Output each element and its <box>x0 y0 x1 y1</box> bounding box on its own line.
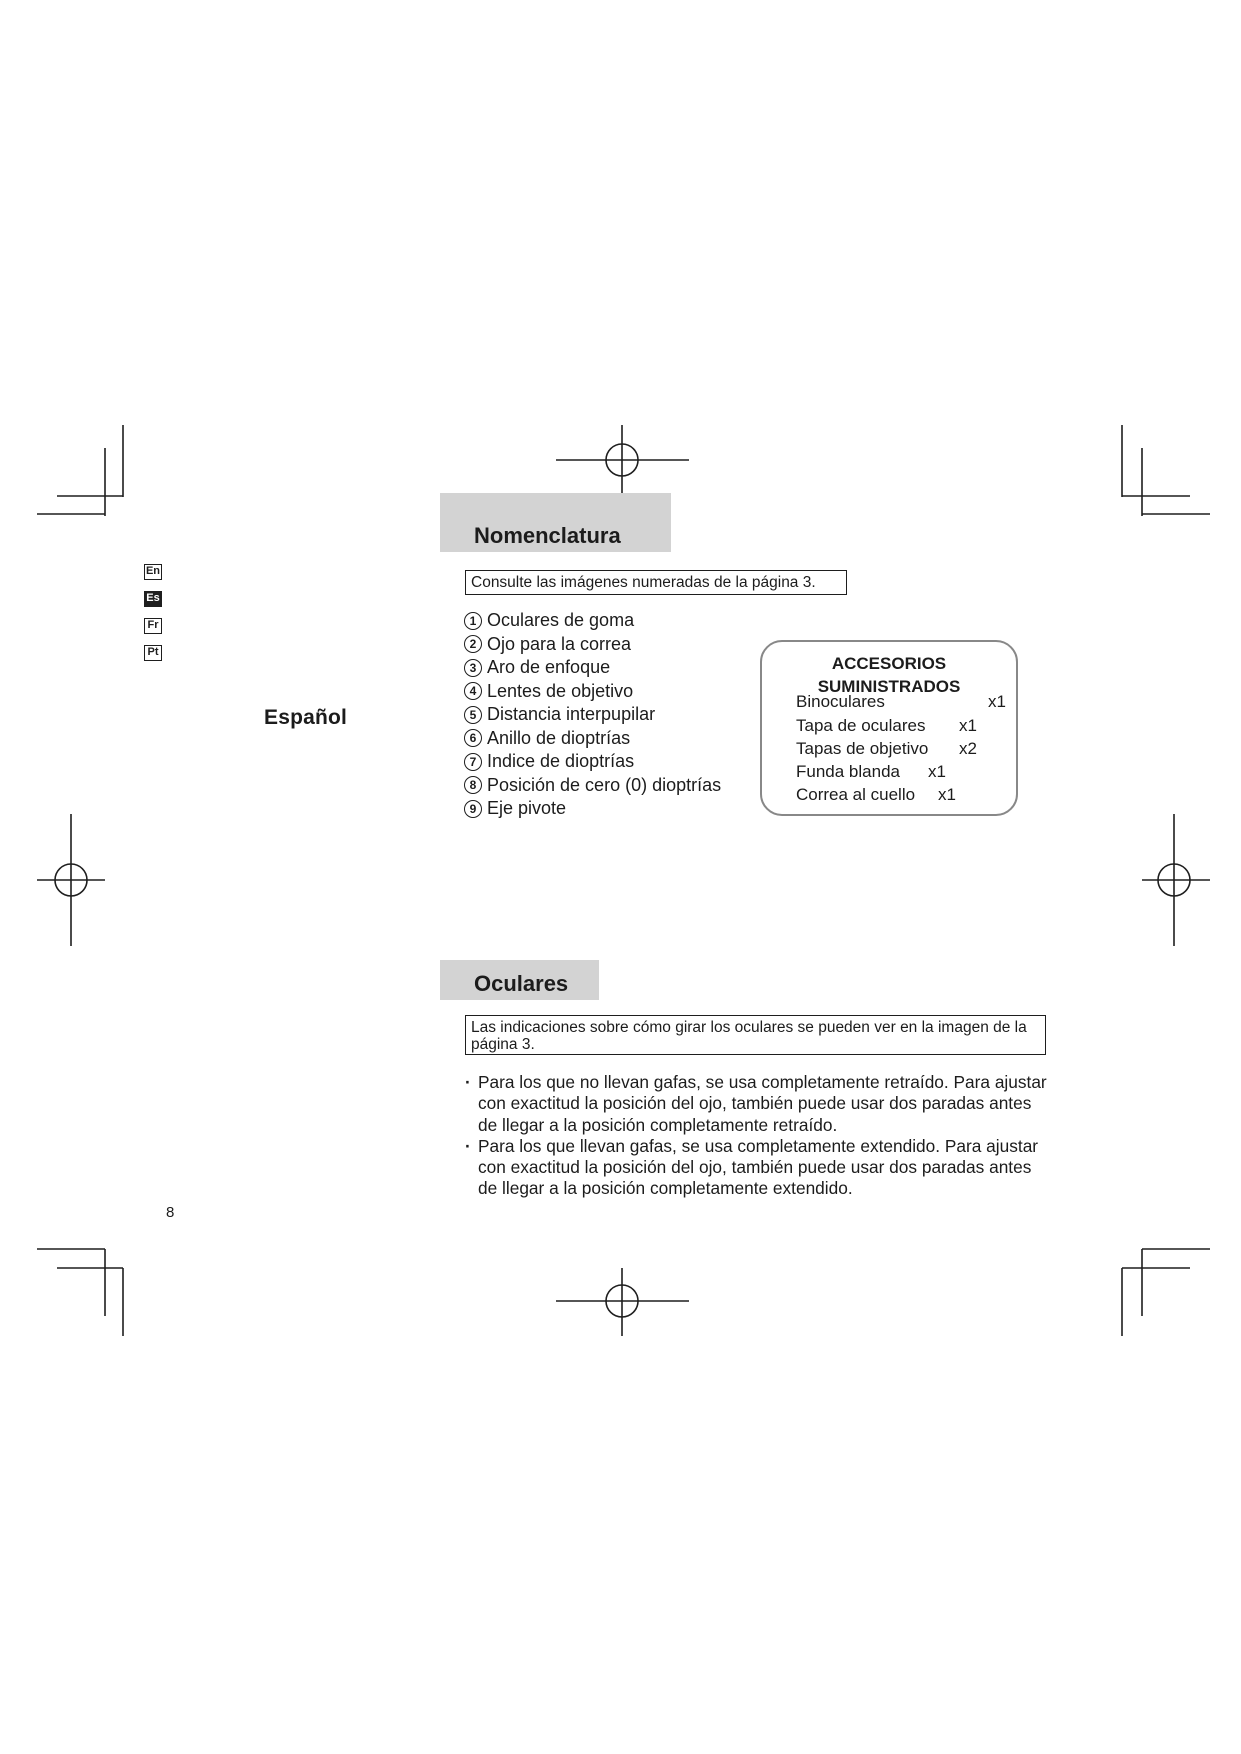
item-number-badge: 1 <box>464 612 482 630</box>
eyepieces-heading: Oculares <box>440 960 599 1000</box>
accessory-name: Correa al cuello <box>796 785 916 804</box>
accessory-quantity: x1 <box>959 716 977 735</box>
item-number-badge: 8 <box>464 776 482 794</box>
parts-list-item <box>464 703 721 727</box>
parts-list-item <box>464 633 721 657</box>
parts-list-item <box>464 609 721 633</box>
item-number-badge: 3 <box>464 659 482 677</box>
language-tab-pt: Pt <box>144 645 162 661</box>
accessories-title-line2: SUMINISTRADOS <box>817 677 961 696</box>
language-tab-es: Es <box>144 591 162 607</box>
item-number-badge: 7 <box>464 753 482 771</box>
accessory-quantity: x1 <box>928 762 946 781</box>
accessories-box <box>760 640 1018 816</box>
item-label: Indice de dioptrías <box>487 751 635 772</box>
page-number: 8 <box>166 1204 175 1221</box>
parts-list-item <box>464 680 721 704</box>
item-label: Aro de enfoque <box>487 657 611 678</box>
language-tab-en: En <box>144 564 162 580</box>
parts-list-item <box>464 750 721 774</box>
nomenclature-note: Consulte las imágenes numeradas de la página 3. <box>465 570 847 595</box>
parts-list-item <box>464 656 721 680</box>
nomenclature-heading: Nomenclatura <box>440 493 671 552</box>
parts-list-item <box>464 727 721 751</box>
item-label: Ojo para la correa <box>487 633 632 654</box>
item-number-badge: 5 <box>464 706 482 724</box>
item-label: Posición de cero (0) dioptrías <box>487 774 722 795</box>
language-tab-fr: Fr <box>144 618 162 634</box>
parts-list-item <box>464 774 721 798</box>
bullet-item: · Para los que no llevan gafas, se usa completamente retraído. Para ajustar con exactitud la posición del ojo, también puede usar dos paradas antes de llegar a la posición completamente retraído. <box>465 1072 1055 1136</box>
accessory-quantity: x1 <box>938 785 956 804</box>
item-number-badge: 9 <box>464 800 482 818</box>
item-label: Anillo de dioptrías <box>487 727 631 748</box>
item-label: Oculares de goma <box>487 610 635 631</box>
item-label: Eje pivote <box>487 798 567 819</box>
bullet-item: · Para los que llevan gafas, se usa completamente extendido. Para ajustar con exactitud la posición del ojo, también puede usar dos paradas antes de llegar a la posición completamente extendido. <box>465 1136 1055 1200</box>
accessory-quantity: x1 <box>988 692 1006 711</box>
item-number-badge: 6 <box>464 729 482 747</box>
parts-list-item <box>464 797 721 821</box>
eyepieces-bullets <box>465 1072 1055 1200</box>
item-number-badge: 4 <box>464 682 482 700</box>
accessory-name: Funda blanda <box>796 762 900 781</box>
language-label: Español <box>264 706 348 729</box>
item-label: Distancia interpupilar <box>487 704 656 725</box>
accessory-name: Tapa de oculares <box>796 716 926 735</box>
item-label: Lentes de objetivo <box>487 680 634 701</box>
accessory-name: Binoculares <box>796 692 885 711</box>
item-number-badge: 2 <box>464 635 482 653</box>
eyepieces-note: Las indicaciones sobre cómo girar los oculares se pueden ver en la imagen de la página 3. <box>465 1015 1046 1055</box>
parts-list <box>464 609 721 821</box>
accessory-name: Tapas de objetivo <box>796 739 929 758</box>
language-tabs <box>144 564 162 672</box>
accessory-quantity: x2 <box>959 739 977 758</box>
accessories-title-line1: ACCESORIOS <box>831 654 947 673</box>
